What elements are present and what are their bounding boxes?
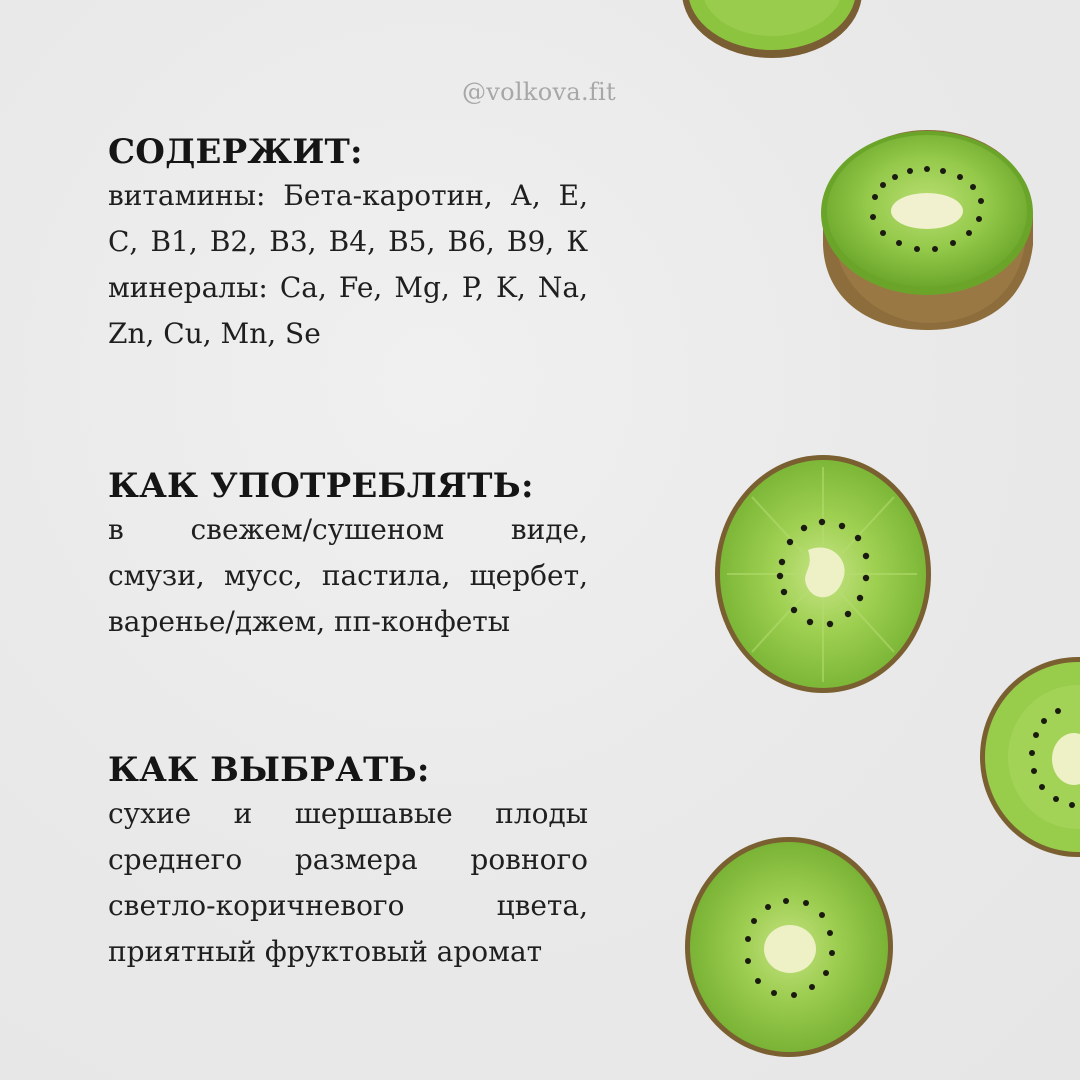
section-choose <box>108 750 588 975</box>
kiwi-slice-icon <box>682 835 897 1060</box>
body-line: минералы: Ca, Fe, Mg, P, K, Na, <box>108 270 588 304</box>
section-title-choose: КАК ВЫБРАТЬ: <box>108 750 430 790</box>
body-line: варенье/джем, пп-конфеты <box>108 604 511 638</box>
body-line: приятный фруктовый аромат <box>108 934 543 968</box>
kiwi-slice-icon <box>712 452 934 697</box>
body-line: среднего размера ровного <box>108 842 588 876</box>
body-line: витамины: Бета-каротин, А, Е, <box>108 178 588 212</box>
author-handle: @volkova.fit <box>462 78 616 106</box>
section-contains <box>108 132 588 357</box>
body-line: в свежем/сушеном виде, <box>108 512 588 546</box>
section-title-contains: СОДЕРЖИТ: <box>108 132 363 172</box>
body-line: С, В1, В2, В3, В4, В5, В6, В9, К <box>108 224 588 258</box>
section-usage <box>108 466 588 645</box>
kiwi-slice-icon <box>978 655 1080 860</box>
kiwi-slice-icon <box>680 0 865 70</box>
section-body-usage <box>108 507 588 645</box>
section-body-choose <box>108 791 588 975</box>
body-line: смузи, мусс, пастила, щербет, <box>108 558 588 592</box>
kiwi-half-icon <box>815 125 1040 335</box>
section-body-contains <box>108 173 588 357</box>
body-line: сухие и шершавые плоды <box>108 796 588 830</box>
body-line: светло-коричневого цвета, <box>108 888 588 922</box>
section-title-usage: КАК УПОТРЕБЛЯТЬ: <box>108 466 534 506</box>
body-line: Zn, Cu, Mn, Se <box>108 316 321 350</box>
